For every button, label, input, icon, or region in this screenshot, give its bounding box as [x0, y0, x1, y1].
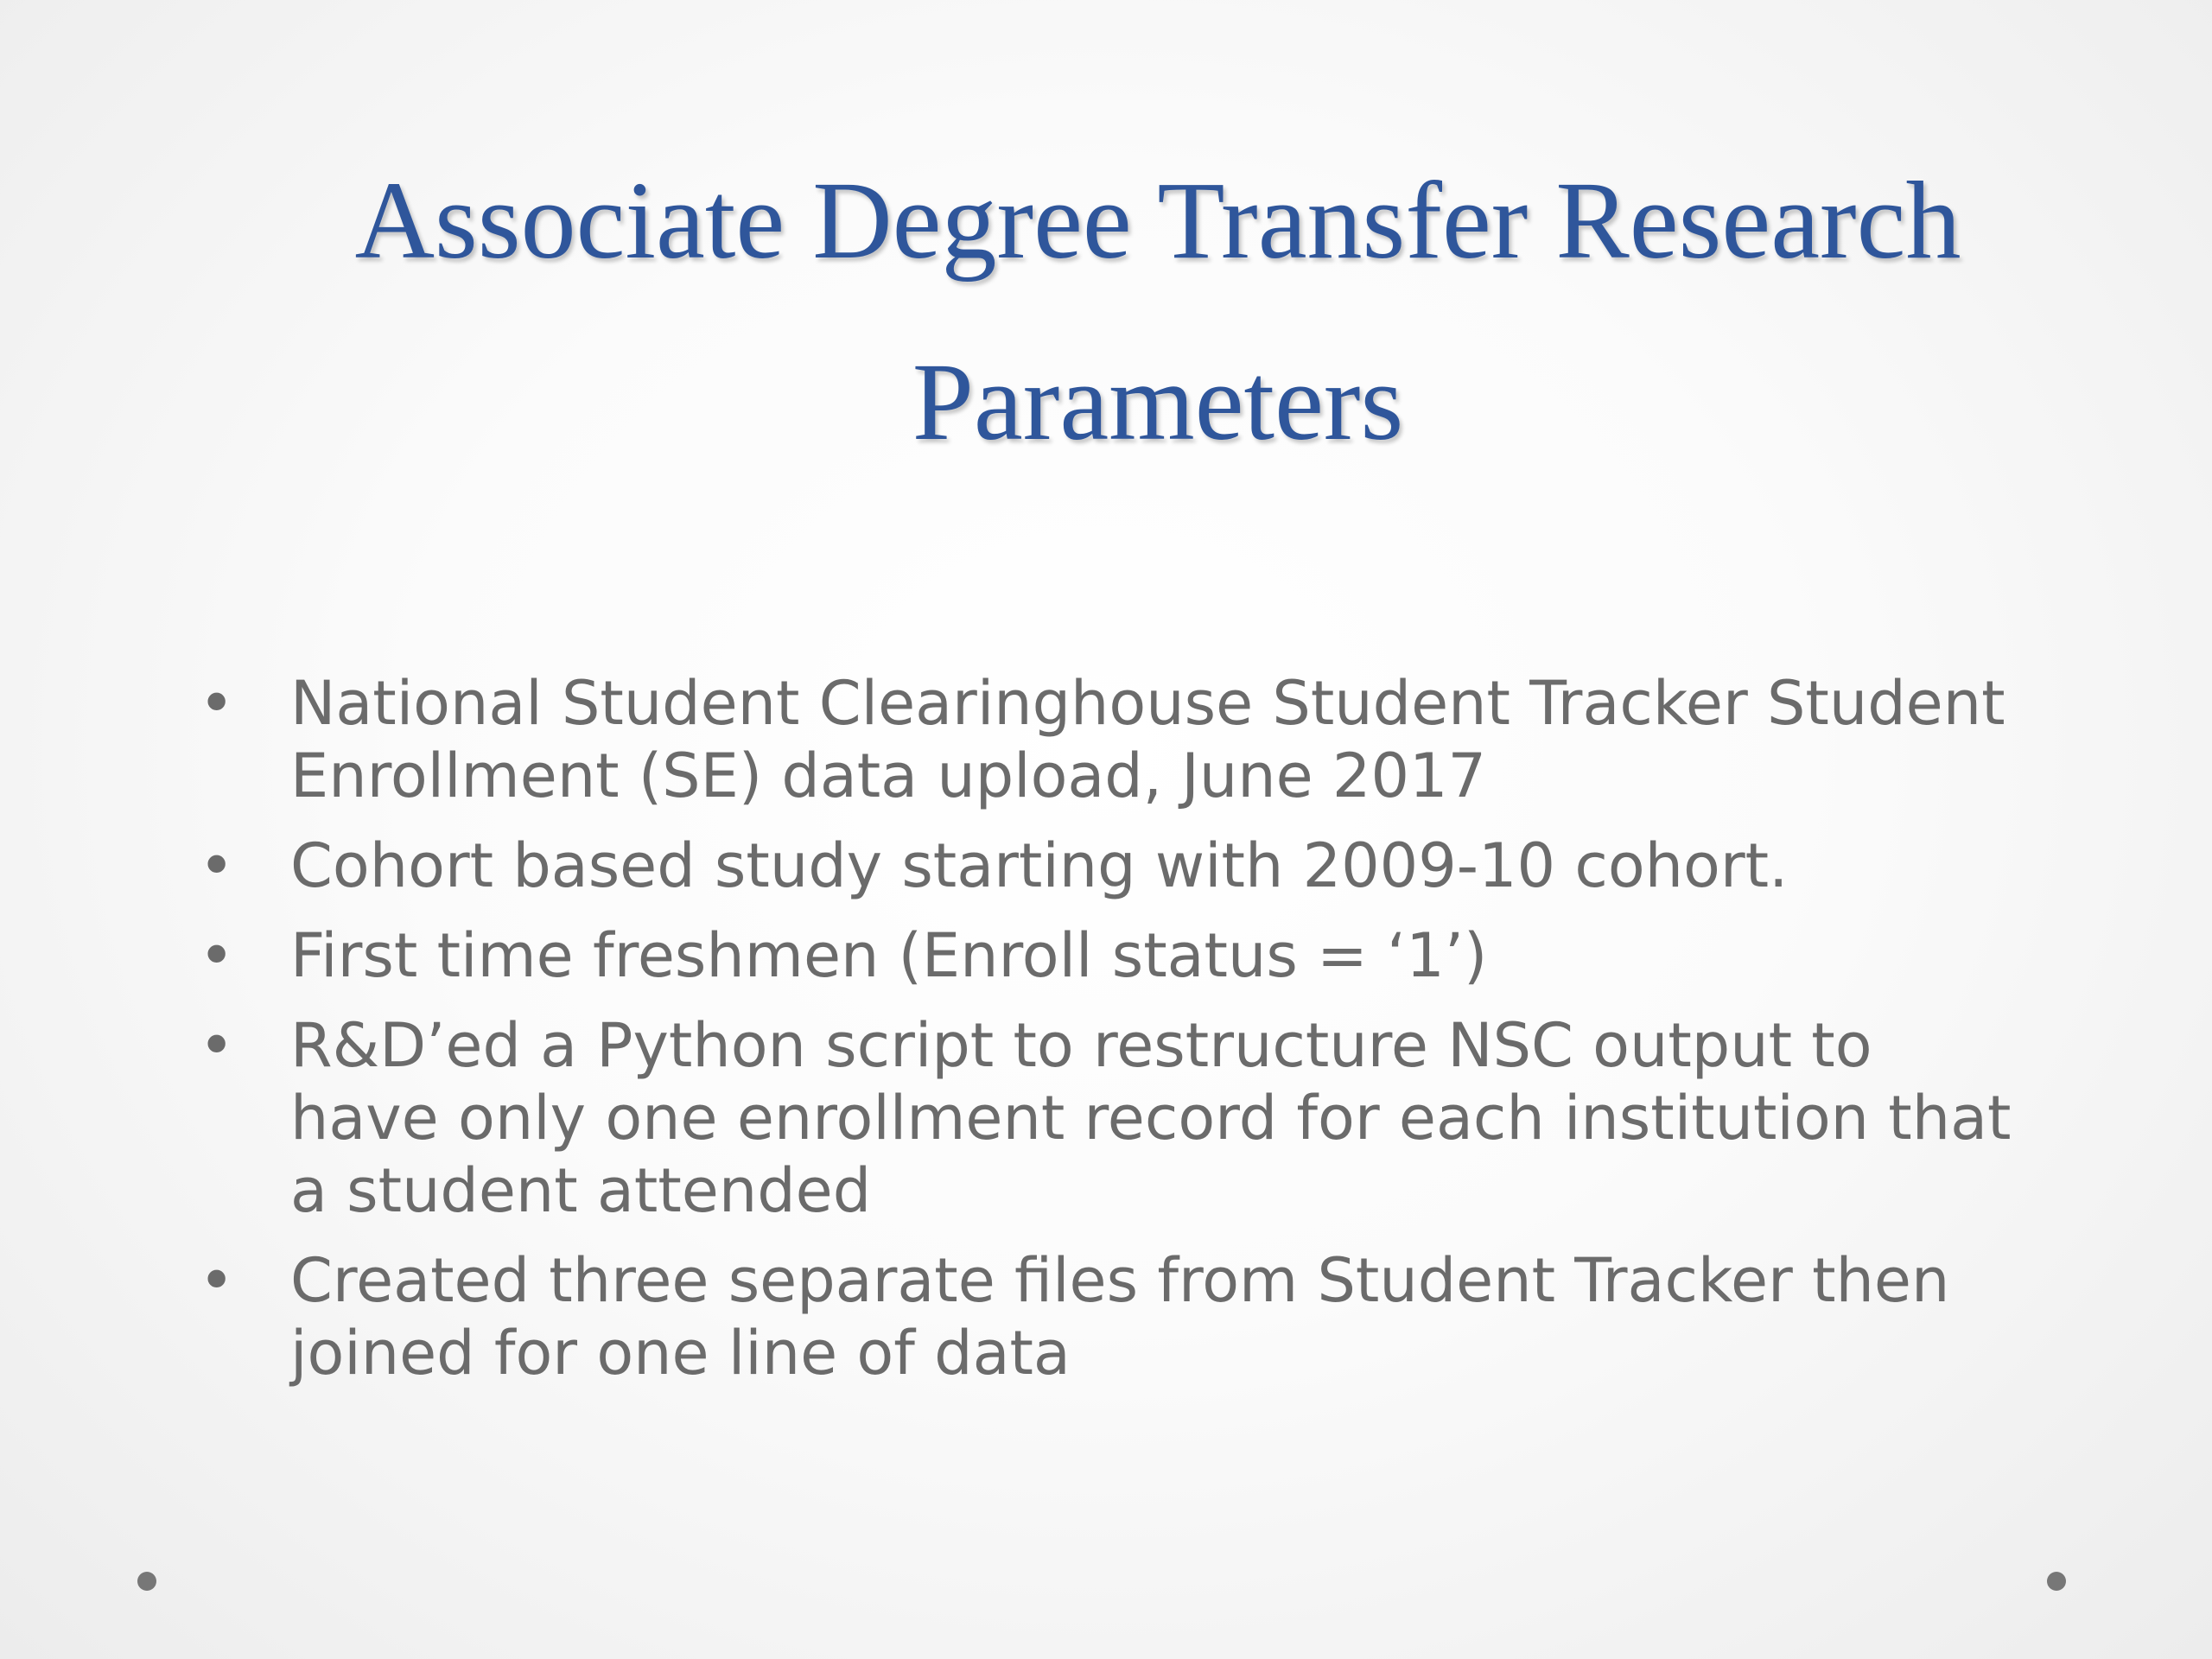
- bullet-text: Cohort based study starting with 2009-10 cohort.: [290, 830, 1789, 901]
- bullet-item: [199, 667, 2039, 812]
- slide-title: Associate Degree Transfer Research Parameters: [354, 159, 1961, 463]
- bullet-text: National Student Clearinghouse Student Tracker Student Enrollment (SE) data upload, June 2017: [290, 668, 2005, 811]
- bullet-text: Created three separate files from Student Tracker then joined for one line of data: [290, 1245, 1950, 1389]
- bullet-list: [199, 667, 2039, 1407]
- bullet-dot-icon: •: [199, 920, 235, 991]
- corner-dot-right-icon: [2047, 1572, 2066, 1591]
- bullet-dot-icon: •: [199, 1245, 235, 1316]
- bullet-text: First time freshmen (Enroll status = ‘1’): [290, 920, 1488, 991]
- bullet-dot-icon: •: [199, 1010, 235, 1081]
- bullet-item: [199, 830, 2039, 902]
- bullet-item: [199, 1009, 2039, 1227]
- bullet-text: R&D’ed a Python script to restructure NSC output to have only one enrollment record for each institution that a student attended: [290, 1010, 2012, 1226]
- corner-dot-left-icon: [137, 1572, 156, 1591]
- bullet-dot-icon: •: [199, 668, 235, 739]
- bullet-dot-icon: •: [199, 830, 235, 901]
- bullet-item: [199, 919, 2039, 992]
- bullet-item: [199, 1244, 2039, 1389]
